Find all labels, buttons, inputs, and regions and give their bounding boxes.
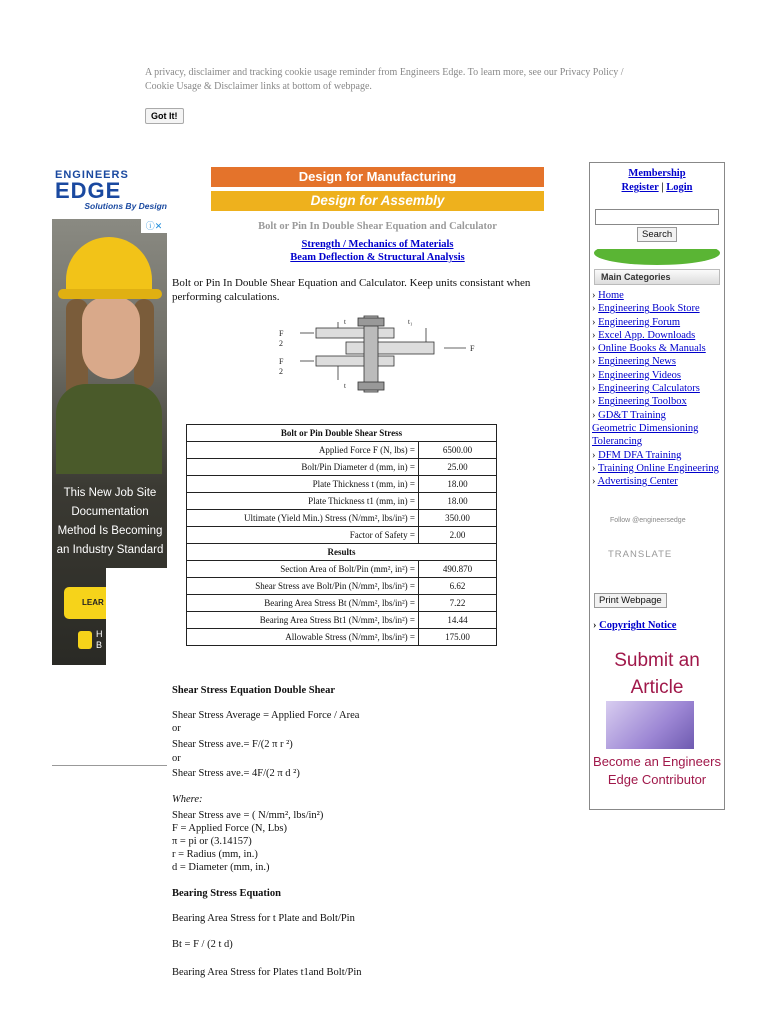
ad-vest [56,384,162,474]
login-link[interactable]: Login [666,182,693,193]
strength-mechanics-link[interactable]: Strength / Mechanics of Materials [301,239,454,250]
contributor-text[interactable]: Become an Engineers Edge Contributor [593,754,721,787]
ad-brand-letters: H B [96,629,103,650]
table-row [187,459,497,476]
where-label: Where: [172,794,203,805]
section-area-result: 490.870 [419,561,497,578]
diagram-two-bottom: 2 [279,367,283,376]
logo-line2: EDGE [55,178,122,203]
equation-line: Shear Stress ave.= 4F/(2 π d ²) [172,768,300,779]
category-item: › Engineering Book Store [592,303,700,315]
input-label: Plate Thickness t1 (mm, in) = [187,493,419,510]
category-item: › DFM DFA Training [592,449,682,461]
diagram-f-right: F [470,344,475,353]
category-link-advertising[interactable]: Advertising Center [597,476,678,488]
diameter-input[interactable]: 25.00 [419,459,497,476]
category-link-online-books[interactable]: Online Books & Manuals [598,343,706,355]
ad-face [82,297,140,379]
shear-equation-heading: Shear Stress Equation Double Shear [172,685,335,696]
ad-brand-icon [78,631,92,649]
table-row [187,493,497,510]
category-link-dfm-dfa[interactable]: DFM DFA Training [598,449,682,461]
page-title: Bolt or Pin In Double Shear Equation and Calculator [258,221,497,232]
diagram-t1: t₁ [408,318,413,326]
category-item: › Advertising Center [592,476,678,488]
copyright-notice: › Copyright Notice [593,620,677,631]
diagram-two-top: 2 [279,339,283,348]
result-label: Bearing Area Stress Bt (N/mm², lbs/in²) = [187,595,419,612]
category-item [592,422,724,449]
table-row [187,527,497,544]
table-row [187,595,497,612]
input-label: Plate Thickness t (mm, in) = [187,476,419,493]
input-label: Applied Force F (N, lbs) = [187,442,419,459]
category-link-forum[interactable]: Engineering Forum [598,316,681,328]
input-label: Factor of Safety = [187,527,419,544]
table-row [187,561,497,578]
category-item: › Home [592,290,624,301]
factor-of-safety-input[interactable]: 2.00 [419,527,497,544]
category-link-news[interactable]: Engineering News [598,356,676,368]
diagram-t-bottom: t [344,382,346,390]
category-item: › Online Books & Manuals [592,343,706,355]
left-divider [52,765,167,766]
definition-line: Shear Stress ave = ( N/mm², lbs/in²) [172,810,324,821]
category-item: › Training Online Engineering [592,462,719,474]
table-row [187,629,497,646]
plate-thickness-t1-input[interactable]: 18.00 [419,493,497,510]
category-link-gdt-training[interactable]: GD&T Training [598,409,666,421]
membership-box [590,167,724,195]
bearing-formula: Bt = F / (2 t d) [172,939,233,950]
related-links [211,238,544,264]
green-divider [590,249,724,269]
category-link-training-online[interactable]: Training Online Engineering [597,462,719,474]
category-item: › Excel App. Downloads [592,329,696,341]
diagram-f-top: F [279,329,284,338]
table-row [187,442,497,459]
beam-deflection-link[interactable]: Beam Deflection & Structural Analysis [290,252,465,263]
ad-overlay-blank [106,568,170,668]
intro-text: Bolt or Pin In Double Shear Equation and Calculator. Keep units consistant when performing calculations. [172,277,531,303]
table-row [187,612,497,629]
results-header: Results [187,544,497,561]
diagram-f-bottom: F [279,357,284,366]
applied-force-input[interactable]: 6500.00 [419,442,497,459]
print-webpage-button[interactable]: Print Webpage [594,593,667,608]
submit-article-image[interactable] [606,701,694,749]
follow-twitter[interactable]: Follow @engineersedge [610,517,686,524]
equation-line: Shear Stress ave.= F/(2 π r ²) [172,739,293,750]
search-input[interactable] [595,209,719,225]
category-list [592,289,724,488]
definition-line: F = Applied Force (N, Lbs) [172,823,287,834]
equation-or: or [172,753,181,764]
category-link-videos[interactable]: Engineering Videos [598,369,681,381]
ad-helmet [66,237,152,297]
bearing-equation-heading: Bearing Stress Equation [172,888,281,899]
logo-line1: ENGINEERS [55,169,129,181]
membership-link[interactable]: Membership [628,168,686,179]
dfm-banner[interactable]: Design for Manufacturing [211,167,544,187]
category-link-excel[interactable]: Excel App. Downloads [598,329,696,341]
input-label: Bolt/Pin Diameter d (mm, in) = [187,459,419,476]
right-sidebar [589,162,725,810]
definition-line: d = Diameter (mm, in.) [172,862,270,873]
category-item: › Engineering Toolbox [592,396,687,408]
category-item: › GD&T Training [592,409,666,421]
definition-line: r = Radius (mm, in.) [172,849,258,860]
category-link-calculators[interactable]: Engineering Calculators [598,383,700,395]
shear-stress-result: 6.62 [419,578,497,595]
copyright-link[interactable]: Copyright Notice [599,620,677,631]
calculator-table [186,424,497,646]
got-it-button[interactable]: Got It! [145,108,184,124]
search-button[interactable]: Search [637,227,677,242]
category-item: › Engineering News [592,356,676,368]
dfa-banner[interactable]: Design for Assembly [211,191,544,211]
table-header: Bolt or Pin Double Shear Stress [187,425,497,442]
table-row [187,510,497,527]
diagram-t-top: t [344,318,346,326]
category-item: › Engineering Calculators [592,383,700,395]
link-separator: | [658,182,667,193]
result-label: Bearing Area Stress Bt1 (N/mm², lbs/in²) = [187,612,419,629]
category-link-home[interactable]: Home [598,290,624,301]
result-label: Allowable Stress (N/mm², lbs/in²) = [187,629,419,646]
ad-text: This New Job Site Documentation Method Is Becoming an Industry Standard [56,487,164,556]
category-item: › Engineering Videos [592,369,681,381]
engineers-edge-logo[interactable] [55,170,170,212]
bearing-stress-bt1-result: 14.44 [419,612,497,629]
bearing-line: Bearing Area Stress for t Plate and Bolt/Pin [172,913,355,924]
double-shear-diagram [276,314,486,394]
allowable-stress-result: 175.00 [419,629,497,646]
category-item: › Engineering Forum [592,316,681,328]
submit-article-heading[interactable]: Submit an Article [614,650,700,698]
ad-learn-button[interactable]: LEAR [64,587,134,619]
plate-thickness-t-input[interactable]: 18.00 [419,476,497,493]
equation-or: or [172,723,181,734]
ad-helmet-brim [58,289,162,299]
result-label: Shear Stress ave Bolt/Pin (N/mm², lbs/in²) = [187,578,419,595]
input-label: Ultimate (Yield Min.) Stress (N/mm², lbs/in²) = [187,510,419,527]
table-row [187,578,497,595]
translate-widget[interactable]: TRANSLATE [608,549,673,560]
register-link[interactable]: Register [621,182,659,193]
category-link-book-store[interactable]: Engineering Book Store [598,303,700,315]
result-label: Section Area of Bolt/Pin (mm², in²) = [187,561,419,578]
logo-tagline: Solutions By Design [84,201,167,211]
ad-choices-icon[interactable]: ⓘ✕ [141,219,167,233]
main-categories-header: Main Categories [594,269,720,285]
equation-line: Shear Stress Average = Applied Force / Area [172,710,360,721]
table-row [187,476,497,493]
category-link-gdt[interactable]: Geometric Dimensioning Tolerancing [592,422,699,448]
ultimate-stress-input[interactable]: 350.00 [419,510,497,527]
category-link-toolbox[interactable]: Engineering Toolbox [598,396,687,408]
bearing-line: Bearing Area Stress for Plates t1and Bolt/Pin [172,967,362,978]
cookie-notice: A privacy, disclaimer and tracking cookie usage reminder from Engineers Edge. To learn more, see our Privacy Policy / Cookie Usage & Disclaimer links at bottom of webpage. [145,67,624,92]
definition-line: π = pi or (3.14157) [172,836,252,847]
bearing-stress-bt-result: 7.22 [419,595,497,612]
